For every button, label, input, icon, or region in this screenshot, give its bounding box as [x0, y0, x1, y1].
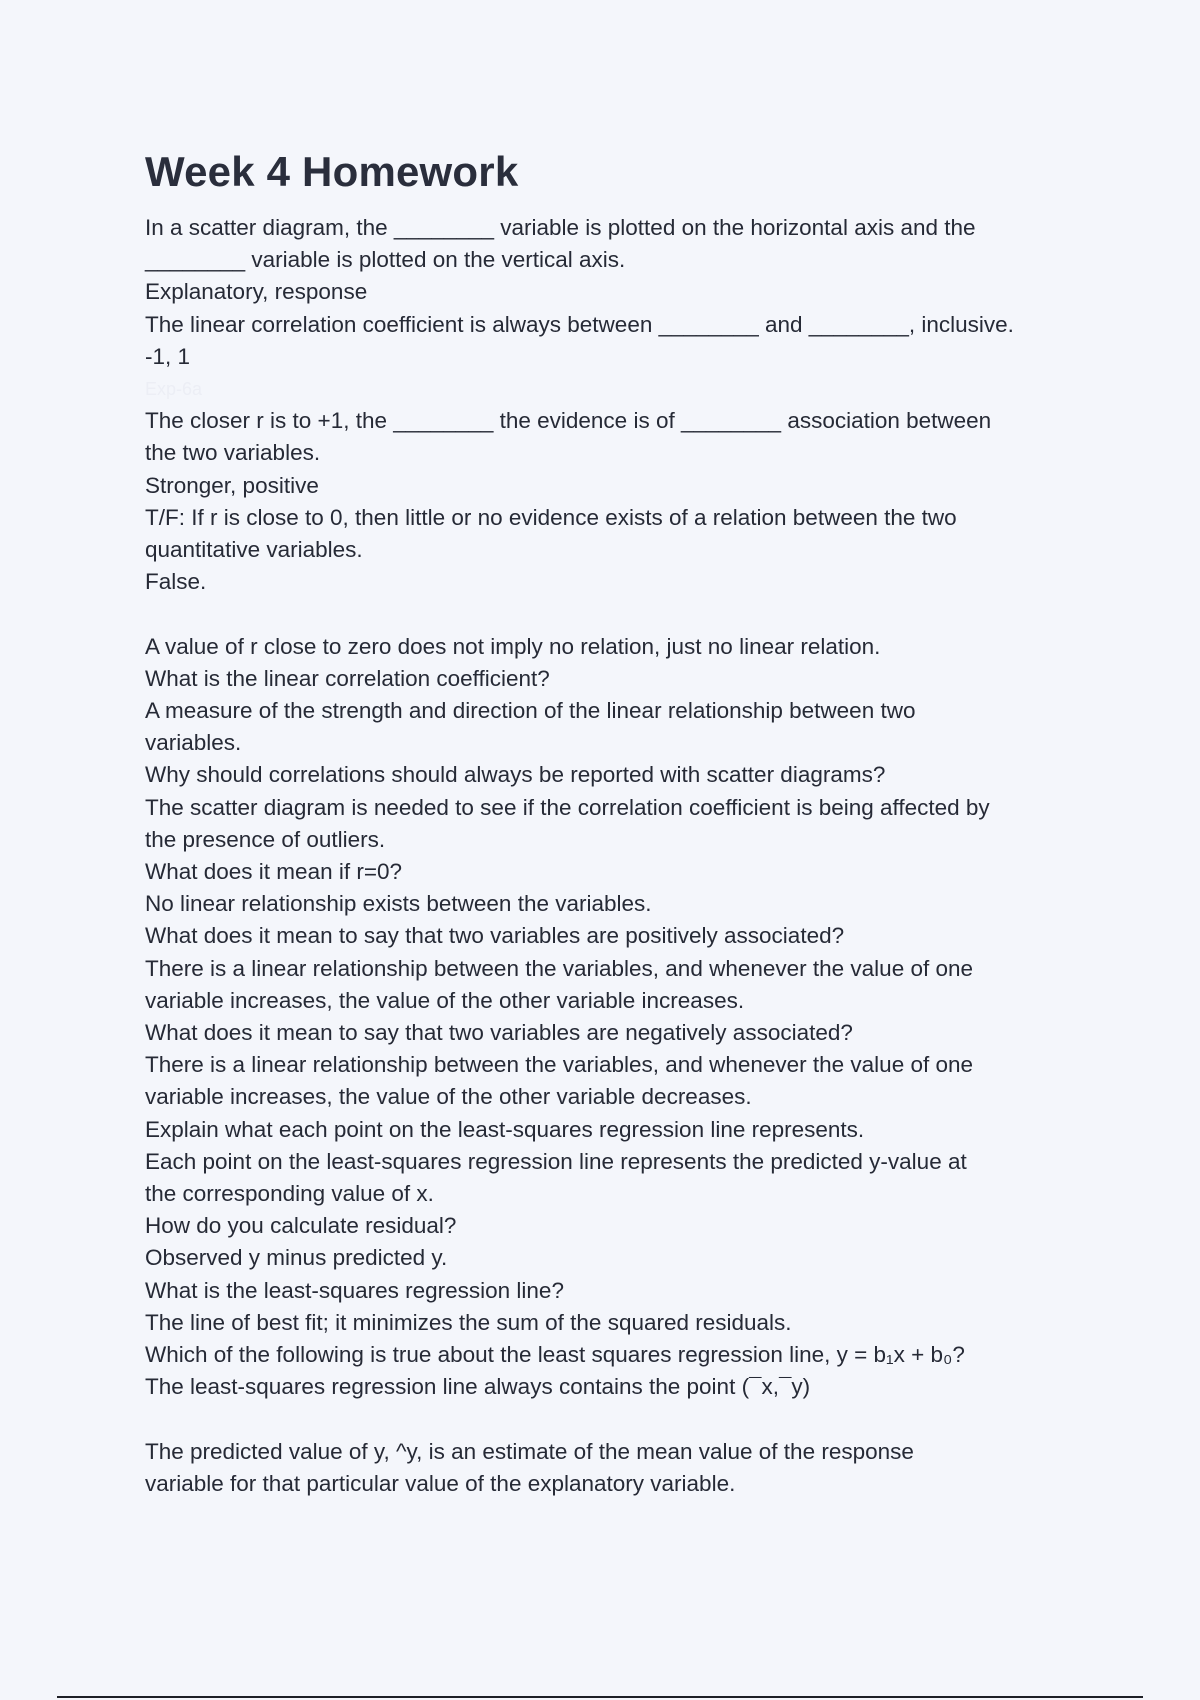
text-line: The closer r is to +1, the ________ the evidence is of ________ association between: [145, 408, 992, 434]
text-line: What is the least-squares regression line?: [145, 1277, 564, 1303]
text-line: False.: [145, 569, 207, 595]
text-line: In a scatter diagram, the ________ variable is plotted on the horizontal axis and the: [145, 215, 976, 240]
text-line: quantitative variables.: [145, 537, 363, 563]
text-line: Explain what each point on the least-squares regression line represents.: [145, 1116, 865, 1142]
text-line: There is a linear relationship between the variables, and whenever the value of one: [145, 955, 974, 981]
text-line: the corresponding value of x.: [145, 1181, 434, 1207]
text-line: Each point on the least-squares regression line represents the predicted y-value at: [145, 1148, 967, 1174]
text-line: Stronger, positive: [145, 472, 319, 498]
text-line: A value of r close to zero does not imply no relation, just no linear relation.: [145, 633, 881, 659]
text-line: variable increases, the value of the other variable decreases.: [145, 1084, 752, 1110]
blank-line: [145, 598, 1075, 630]
text-line: Which of the following is true about the least squares regression line, y = b₁x + b₀?: [145, 1342, 965, 1368]
document-body: [145, 212, 1075, 1500]
blank-line: [145, 1403, 1075, 1435]
text-line: There is a linear relationship between the variables, and whenever the value of one: [145, 1052, 974, 1078]
faint-text: Exp-6a: [145, 379, 203, 400]
text-line: ________ variable is plotted on the vertical axis.: [145, 247, 626, 273]
text-line: Explanatory, response: [145, 279, 368, 305]
text-line: Observed y minus predicted y.: [145, 1245, 448, 1271]
text-line: the presence of outliers.: [145, 826, 386, 852]
text-line: -1, 1: [145, 343, 191, 369]
document-page: [145, 140, 1075, 1500]
text-line: T/F: If r is close to 0, then little or no evidence exists of a relation between the two: [145, 504, 957, 530]
text-line: variable for that particular value of the explanatory variable.: [145, 1470, 736, 1496]
text-line: What does it mean to say that two variables are negatively associated?: [145, 1020, 853, 1046]
text-line: What is the linear correlation coefficient?: [145, 665, 550, 691]
text-line: The linear correlation coefficient is always between ________ and ________, inclusive.: [145, 311, 1014, 337]
text-line: The predicted value of y, ^y, is an estimate of the mean value of the response: [145, 1438, 914, 1464]
text-line: variables.: [145, 730, 242, 756]
text-line: What does it mean if r=0?: [145, 859, 403, 885]
text-line: The scatter diagram is needed to see if the correlation coefficient is being affected by: [145, 794, 990, 820]
text-line: The least-squares regression line always contains the point (¯x,¯y): [145, 1374, 811, 1400]
text-line: How do you calculate residual?: [145, 1213, 457, 1239]
bottom-divider: [57, 1696, 1143, 1698]
text-line: the two variables.: [145, 440, 321, 466]
text-line: Why should correlations should always be reported with scatter diagrams?: [145, 762, 886, 788]
text-line: variable increases, the value of the other variable increases.: [145, 987, 745, 1013]
text-line: A measure of the strength and direction of the linear relationship between two: [145, 698, 916, 724]
page-title: Week 4 Homework: [145, 148, 519, 195]
text-line: The line of best fit; it minimizes the sum of the squared residuals.: [145, 1309, 792, 1335]
text-line: What does it mean to say that two variables are positively associated?: [145, 923, 845, 949]
text-line: No linear relationship exists between the variables.: [145, 891, 652, 917]
